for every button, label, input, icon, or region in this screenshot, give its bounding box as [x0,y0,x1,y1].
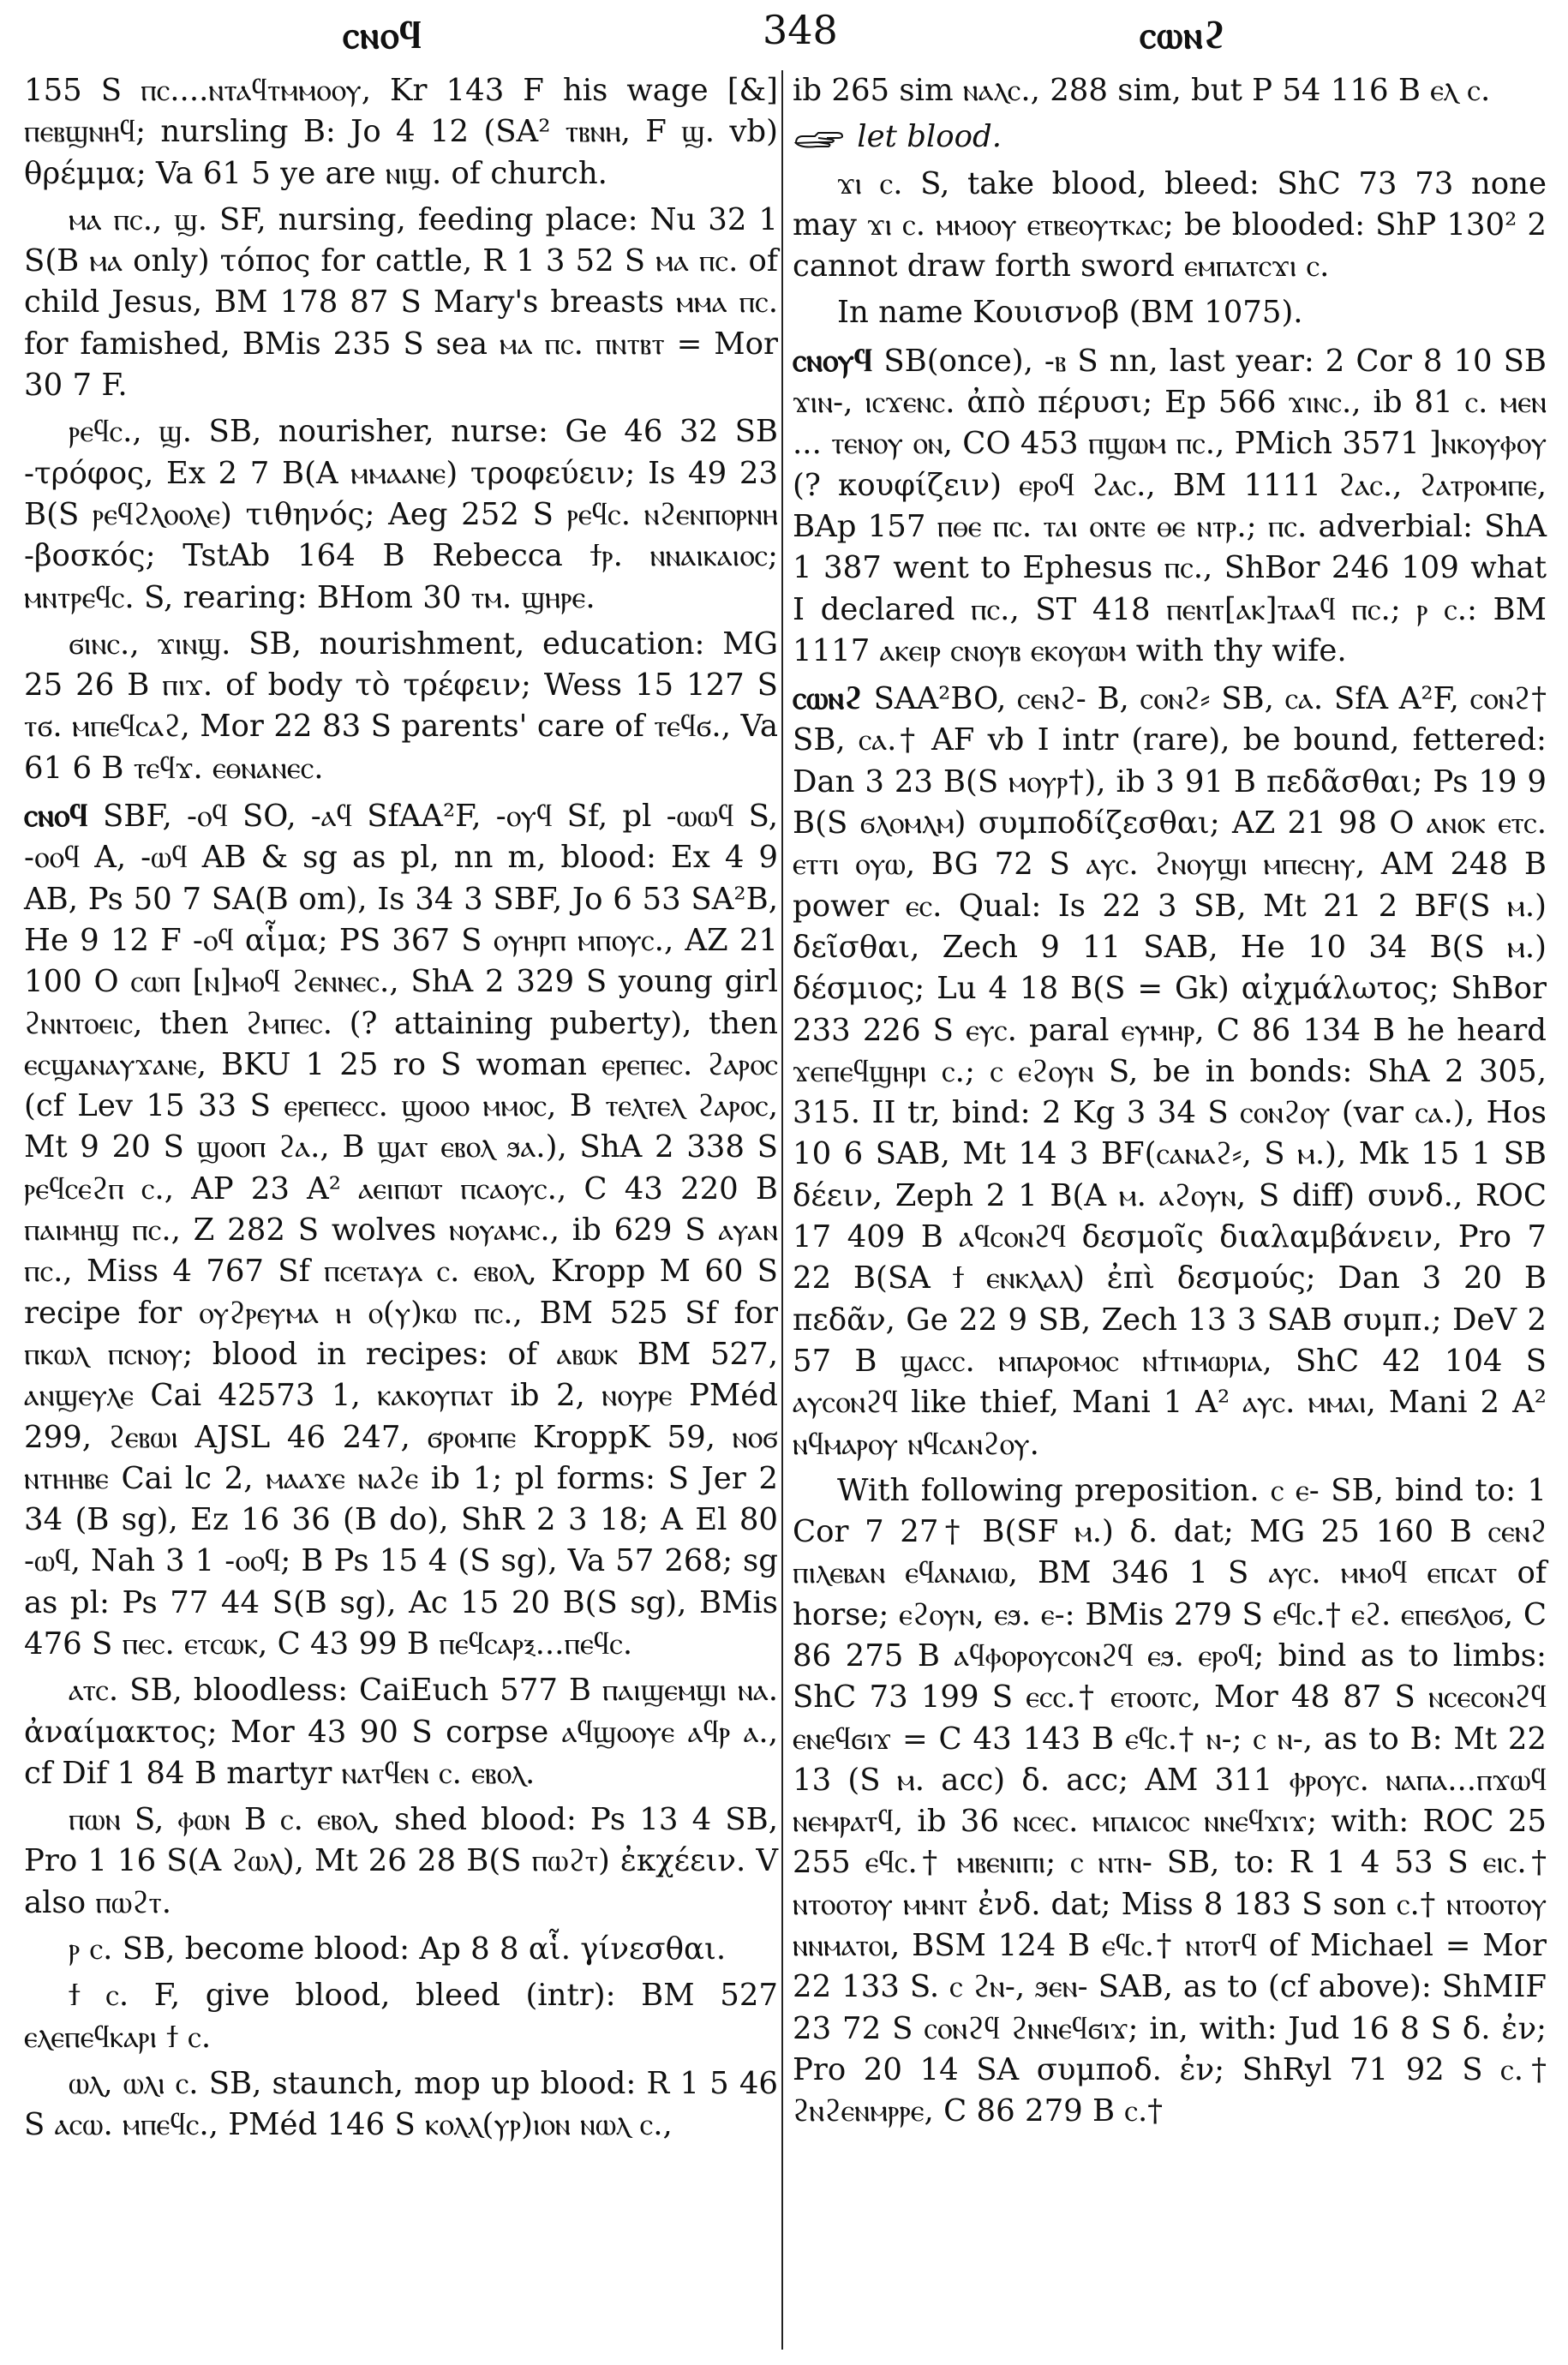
dictionary-entry [793,339,1547,672]
paragraph: ϯ ⲥ. F, give blood, bleed (intr): BM 527 ⲉⲗⲉⲡⲉϥⲕⲁⲣⲓ ϯ ⲥ. [24,1978,778,2055]
paragraph: ⲁⲧⲥ. SB, bloodless: CaiEuch 577 B ⲡⲁⲓϣⲉⲙϣⲓ ⲛⲁ. ἀναίμακτος; Mor 43 90 S corpse ⲁϥϣⲟⲟⲩⲉ ⲁϥⲣ ⲁ., cf Dif 1 84 B martyr ⲛⲁⲧϥⲉⲛ ⲥ. ⲉⲃⲟⲗ. [24,1673,778,1791]
entry-body: SBF, -ⲟϥ SO, -ⲁϥ SfAA²F, -ⲟⲩϥ Sf, pl -ⲱⲱϥ S, -ⲟⲟϥ A, -ⲱϥ AB & sg as pl, nn m, blood: Ex 4 9 AB, Ps 50 7 SA(B om), Is 34 3 SBF, Jo 6 53 SA²B, He 9 12 F -ⲟϥ αἷμα; PS 367 S ⲟⲩⲏⲣⲡ ⲙⲡⲟⲩⲥ., AZ 21 100 O ⲥⲱⲡ [ⲛ]ⲙⲟϥ ϩⲉⲛⲛⲉⲥ., ShA 2 329 S young girl ϩⲛⲛⲧⲟⲉⲓⲥ, then ϩⲙⲡⲉⲥ. (? attaining puberty), then ⲉⲥϣⲁⲛⲁⲩϫⲁⲛⲉ, BKU 1 25 ro S woman ⲉⲣⲉⲡⲉⲥ. ϩⲁⲣⲟⲥ (cf Lev 15 33 S ⲉⲣⲉⲡⲉⲥⲥ. ϣⲟⲟⲟ ⲙⲙⲟⲥ, B ⲧⲉⲗⲧⲉⲗ ϩⲁⲣⲟⲥ, Mt 9 20 S ϣⲟⲟⲡ ϩⲁ., B ϣⲁⲧ ⲉⲃⲟⲗ ϧⲁ.), ShA 2 338 S ⲣⲉϥⲥⲉϩⲡ ⲥ., AP 23 A² ⲁⲉⲓⲡⲱⲧ ⲡⲥⲁⲟⲩⲥ., C 43 220 B ⲡⲁⲓⲙⲏϣ ⲡⲥ., Z 282 S wolves ⲛⲟⲩⲁⲙⲥ., ib 629 S ⲁⲩⲁⲛ ⲡⲥ., Miss 4 767 Sf ⲡⲥⲉⲧⲁⲩⲁ ⲥ. ⲉⲃⲟⲗ, Kropp M 60 S recipe for ⲟⲩϩⲣⲉⲩⲙⲁ ⲏ ⲟ(ⲩ)ⲕⲱ ⲡⲥ., BM 525 Sf for ⲡⲕⲱⲗ ⲡⲥⲛⲟⲩ; blood in recipes: of ⲁⲃⲱⲕ BM 527, ⲁⲛϣⲉⲩⲗⲉ Cai 42573 1, ⲕⲁⲕⲟⲩⲡⲁⲧ ib 2, ⲛⲟⲩⲣⲉ PMéd 299, ϩⲉⲃⲱⲓ AJSL 46 247, ϭⲣⲟⲙⲡⲉ KroppK 59, ⲛⲟϭ ⲛⲧⲏⲏⲃⲉ Cai lc 2, ⲙⲁⲁϫⲉ ⲛⲁϩⲉ ib 1; pl forms: S Jer 2 34 (B sg), Ez 16 36 (B do), ShR 2 3 18; A El 80 -ⲱϥ, Nah 3 1 -ⲟⲟϥ; B Ps 15 4 (S sg), Va 57 268; sg as pl: Ps 77 44 S(B sg), Ac 15 20 B(S sg), BMis 476 S ⲡⲉⲥ. ⲉⲧⲥⲱⲕ, C 43 99 B ⲡⲉϥⲥⲁⲣⲝ...ⲡⲉϥⲥ. [24,799,778,1661]
entry-lemma: ⲥⲛⲟⲩϥ [793,340,873,379]
left-running-headword: ⲥⲛⲟϥ [343,14,422,57]
pointing-hand-icon [793,126,847,152]
note-text: let blood. [857,119,1002,155]
paragraph: ϫⲓ ⲥ. S, take blood, bleed: ShC 73 73 none may ϫⲓ ⲥ. ⲙⲙⲟⲟⲩ ⲉⲧⲃⲉⲟⲩⲧⲕⲁⲥ; be blooded: ShP 130² 2 cannot draw forth sword ⲉⲙⲡⲁⲧⲥϫⲓ ⲥ. [793,165,1547,284]
right-running-headword: ⲥⲱⲛϩ [1140,14,1227,57]
page-number: 348 [763,7,838,53]
paragraph: ⲣ ⲥ. SB, become blood: Ap 8 8 αἷ. γίνεσθαι. [69,1931,727,1967]
entry-body: SB(once), -ⲃ S nn, last year: 2 Cor 8 10 SB ϫⲓⲛ-, ⲓⲥϫⲉⲛⲥ. ἀπὸ πέρυσι; Ep 566 ϫⲓⲛⲥ., ib 81 ⲥ. ⲙⲉⲛ ... ⲧⲉⲛⲟⲩ ⲟⲛ, CO 453 ⲡϣⲱⲙ ⲡⲥ., PMich 3571 ]ⲛⲕⲟⲩⲫⲟⲩ (? κουφίζειν) ⲉⲣⲟϥ ϩⲁⲥ., BM 1111 ϩⲁⲥ., ϩⲁⲧⲣⲟⲙⲡⲉ, BAp 157 ⲡⲑⲉ ⲡⲥ. ⲧⲁⲓ ⲟⲛⲧⲉ ⲑⲉ ⲛⲧⲣ.; ⲡⲥ. adverbial: ShA 1 387 went to Ephesus ⲡⲥ., ShBor 246 109 what I declared ⲡⲥ., ST 418 ⲡⲉⲛⲧ[ⲁⲕ]ⲧⲁⲁϥ ⲡⲥ.; ⲣ ⲥ.: BM 1117 ⲁⲕⲉⲓⲣ ⲥⲛⲟⲩⲃ ⲉⲕⲟⲩⲱⲙ with thy wife. [793,343,1547,668]
paragraph: ϭⲓⲛⲥ., ϫⲓⲛϣ. SB, nourishment, education: MG 25 26 B ⲡⲓϫ. of body τὸ τρέφειν; Wess 15 127 S ⲧϭ. ⲙⲡⲉϥⲥⲁϩ, Mor 22 83 S parents' care of ⲧⲉϥϭ., Va 61 6 B ⲧⲉϥϫ. ⲉⲑⲛⲁⲛⲉⲥ. [24,626,778,786]
page-header [26,7,1542,58]
hand-pointer-note [793,117,1547,158]
column-divider [781,70,783,2350]
left-column [24,70,778,2152]
paragraph: ⲡⲱⲛ S, ⲫⲱⲛ B ⲥ. ⲉⲃⲟⲗ, shed blood: Ps 13 4 SB, Pro 1 16 S(A ϩⲱⲗ), Mt 26 28 B(S ⲡⲱϩⲧ) ἐκχέειν. V also ⲡⲱϩⲧ. [24,1802,778,1920]
entry-lemma: ⲥⲱⲛϩ [793,679,863,717]
paragraph: With following preposition. ⲥ ⲉ- SB, bind to: 1 Cor 7 27† B(SF ⲙ.) δ. dat; MG 25 160 B ⲥⲉⲛϩ ⲡⲓⲗⲉⲃⲁⲛ ⲉϥⲁⲛⲁⲓⲱ, BM 346 1 S ⲁⲩⲥ. ⲙⲙⲟϥ ⲉⲡⲥⲁⲧ of horse; ⲉϩⲟⲩⲛ, ⲉϧ. ⲉ-: BMis 279 S ⲉϥⲥ.† ⲉϩ. ⲉⲡⲉϭⲗⲟϭ, C 86 275 B ⲁϥⲫⲟⲣⲟⲩⲥⲟⲛϩϥ ⲉϧ. ⲉⲣⲟϥ; bind as to limbs: ShC 73 199 S ⲉⲥⲥ.† ⲉⲧⲟⲟⲧⲥ, Mor 48 87 S ⲛⲥⲉⲥⲟⲛϩϥ ⲉⲛⲉϥϭⲓϫ = C 43 143 B ⲉϥⲥ.† ⲛ-; ⲥ ⲛ-, as to B: Mt 22 13 (S ⲙ. acc) δ. acc; AM 311 ⲫⲣⲟⲩⲥ. ⲛⲁⲡⲁ...ⲡϫⲱϥ ⲛⲉⲙⲣⲁⲧϥ, ib 36 ⲛⲥⲉⲥ. ⲙⲡⲁⲓⲥⲟⲥ ⲛⲛⲉϥϫⲓϫ; with: ROC 25 255 ⲉϥⲥ.† ⲙⲃⲉⲛⲓⲡⲓ; ⲥ ⲛⲧⲛ- SB, to: R 1 4 53 S ⲉⲓⲥ.† ⲛⲧⲟⲟⲧⲟⲩ ⲙⲙⲛⲧ ἐνδ. dat; Miss 8 183 S son ⲥ.† ⲛⲧⲟⲟⲧⲟⲩ ⲛⲛⲙⲁⲧⲟⲓ, BSM 124 B ⲉϥⲥ.† ⲛⲧⲟⲧϥ of Michael = Mor 22 133 S. ⲥ ϩⲛ-, ϧⲉⲛ- SAB, as to (cf above): ShMIF 23 72 S ⲥⲟⲛϩϥ ϩⲛⲛⲉϥϭⲓϫ; in, with: Jud 16 8 S δ. ἐν; Pro 20 14 SA συμποδ. ἐν; ShRyl 71 92 S ⲥ.† ϩⲛϩⲉⲛⲙⲣⲣⲉ, C 86 279 B ⲥ.† [793,1472,1547,2129]
paragraph: ⲙⲁ ⲡⲥ., ϣ. SF, nursing, feeding place: Nu 32 1 S(B ⲙⲁ only) τόπος for cattle, R 1 3 52 S ⲙⲁ ⲡⲥ. of child Jesus, BM 178 87 S Mary's breasts ⲙⲙⲁ ⲡⲥ. for famished, BMis 235 S sea ⲙⲁ ⲡⲥ. ⲡⲛⲧⲃⲧ = Mor 30 7 F. [24,201,778,404]
entry-body: SAA²BO, ⲥⲉⲛϩ- B, ⲥⲟⲛϩ⸗ SB, ⲥⲁ. SfA A²F, ⲥⲟⲛϩ† SB, ⲥⲁ.† AF vb I intr (rare), be bound, fettered: Dan 3 23 B(S ⲙⲟⲩⲣ†), ib 3 91 B πεδᾶσθαι; Ps 19 9 B(S ϭⲗⲟⲙⲗⲙ) συμποδίζεσθαι; AZ 21 98 O ⲁⲛⲟⲕ ⲉⲧⲥ. ⲉⲧⲧⲓ ⲟⲩⲱ, BG 72 S ⲁⲩⲥ. ϩⲛⲟⲩϣⲓ ⲙⲡⲉⲥⲏⲩ, AM 248 B power ⲉⲥ. Qual: Is 22 3 SB, Mt 21 2 BF(S ⲙ.) δεῖσθαι, Zech 9 11 SAB, He 10 34 B(S ⲙ.) δέσμιος; Lu 4 18 B(S = Gk) αἰχμάλωτος; ShBor 233 226 S ⲉⲩⲥ. paral ⲉⲩⲙⲏⲣ, C 86 134 B he heard ϫⲉⲡⲉϥϣⲏⲣⲓ ⲥ.; ⲥ ⲉϩⲟⲩⲛ S, be in bonds: ShA 2 305, 315. II tr, bind: 2 Kg 3 34 S ⲥⲟⲛϩⲟⲩ (var ⲥⲁ.), Hos 10 6 SAB, Mt 14 3 BF(ⲥⲁⲛⲁϩ⸗, S ⲙ.), Mk 15 1 SB δέειν, Zeph 2 1 B(A ⲙ. ⲁϩⲟⲩⲛ, S diff) συνδ., ROC 17 409 B ⲁϥⲥⲟⲛϩϥ δεσμοῖς διαλαμβάνειν, Pro 7 22 B(SA ϯ ⲉⲛⲕⲗⲁⲗ) ἐπὶ δεσμούς; Dan 3 20 B πεδᾶν, Ge 22 9 SB, Zech 13 3 SAB συμπ.; DeV 2 57 B ϣⲁⲥⲥ. ⲙⲡⲁⲣⲟⲙⲟⲥ ⲛϯⲧⲓⲙⲱⲣⲓⲁ, ShC 42 104 S ⲁⲩⲥⲟⲛϩϥ like thief, Mani 1 A² ⲁⲩⲥ. ⲙⲙⲁⲓ, Mani 2 A² ⲛϥⲙⲁⲣⲟⲩ ⲛϥⲥⲁⲛϩⲟⲩ. [793,681,1547,1462]
paragraph: ib 265 sim ⲛⲁⲗⲥ., 288 sim, but P 54 116 B ⲉⲗ ⲥ. [793,73,1491,108]
right-column [793,70,1547,2138]
paragraph: ⲱⲗ, ⲱⲗⲓ ⲥ. SB, staunch, mop up blood: R 1 5 46 S ⲁⲥⲱ. ⲙⲡⲉϥⲥ., PMéd 146 S ⲕⲟⲗⲗ(ⲩⲣ)ⲓⲟⲛ ⲛⲱⲗ ⲥ., [24,2065,778,2143]
dictionary-entry [24,794,778,1665]
entry-lemma: ⲥⲛⲟϥ [24,796,88,835]
paragraph: ⲣⲉϥⲥ., ϣ. SB, nourisher, nurse: Ge 46 32 SB -τρόφος, Ex 2 7 B(A ⲙⲙⲁⲁⲛⲉ) τροφεύειν; Is 49 23 B(S ⲣⲉϥϩⲗⲟⲟⲗⲉ) τιθηνός; Aeg 252 S ⲣⲉϥⲥ. ⲛϩⲉⲛⲡⲟⲣⲛⲏ -βοσκός; TstAb 164 B Rebecca ϯⲣ. ⲛⲛⲁⲓⲕⲁⲓⲟⲥ; ⲙⲛⲧⲣⲉϥⲥ. S, rearing: BHom 30 ⲧⲙ. ϣⲏⲣⲉ. [24,414,778,615]
paragraph: 155 S ⲡⲥ....ⲛⲧⲁϥⲧⲙⲙⲟⲟⲩ, Kr 143 F his wage [&] ⲡⲉⲃϣⲛⲏϥ; nursling B: Jo 4 12 (SA² ⲧⲃⲛⲏ, F ϣ. vb) θρέμμα; Va 61 5 ye are ⲛⲓϣ. of church. [24,73,778,191]
paragraph: In name Κουισνοβ (BM 1075). [837,295,1303,331]
dictionary-entry [793,677,1547,1465]
